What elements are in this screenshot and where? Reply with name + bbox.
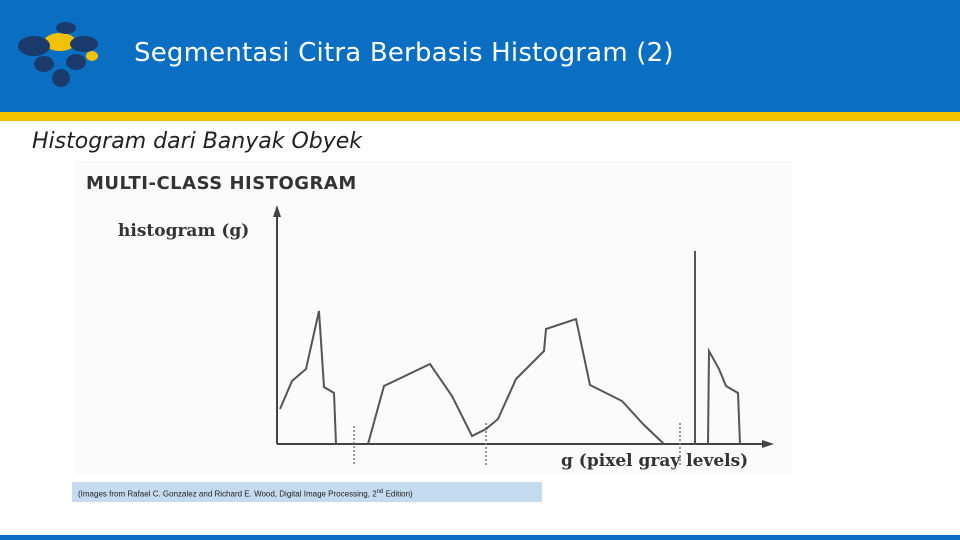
x-axis-arrow [762, 440, 774, 448]
histogram-drawing [74, 161, 792, 474]
header-accent-bar [0, 112, 960, 121]
slide-subtitle: Histogram dari Banyak Obyek [32, 129, 363, 154]
histogram-peak-3 [708, 351, 740, 444]
figure-heading: MULTI-CLASS HISTOGRAM [86, 173, 357, 194]
caption-suffix: Edition) [383, 489, 413, 499]
histogram-peak-2 [368, 319, 664, 444]
histogram-peak-1 [280, 311, 336, 444]
footer-bar [0, 535, 960, 540]
y-axis-arrow [273, 205, 281, 217]
slide-title: Segmentasi Citra Berbasis Histogram (2) [134, 38, 674, 68]
x-axis-label: g (pixel gray levels) [561, 451, 749, 471]
caption-prefix: (Images from Rafael C. Gonzalez and Richard E. Wood, Digital Image Processing, 2 [78, 489, 377, 499]
caption-superscript: nd [376, 489, 384, 495]
image-credit-caption [72, 482, 542, 502]
histogram-figure [74, 161, 792, 474]
y-axis-label: histogram (g) [118, 221, 250, 241]
university-logo-icon [14, 20, 106, 90]
